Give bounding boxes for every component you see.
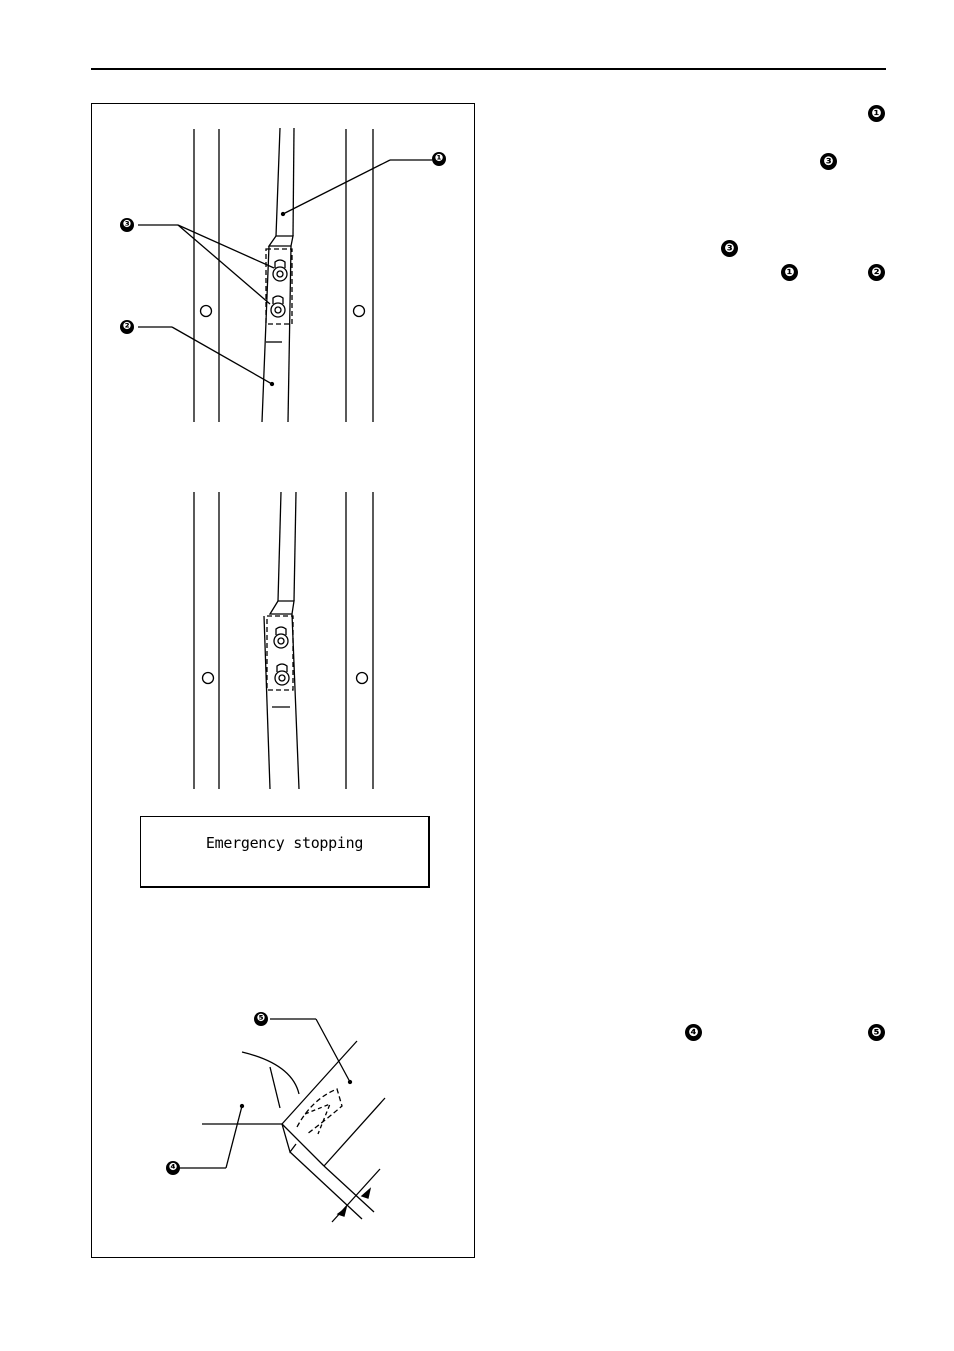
middle-diagram: [194, 492, 373, 789]
text-marker-3b: ❸: [721, 240, 738, 257]
text-marker-5: ❺: [868, 1024, 885, 1041]
upper-diagram: [138, 128, 432, 422]
callout-2: ❷: [120, 320, 134, 334]
text-marker-1: ❶: [868, 105, 885, 122]
illustration: [92, 104, 476, 1259]
callout-1: ❶: [432, 152, 446, 166]
callout-3: ❸: [120, 218, 134, 232]
figure-panel: [91, 103, 475, 1258]
callout-5: ❺: [254, 1012, 268, 1026]
text-marker-1b: ❶: [781, 264, 798, 281]
screen-message: Emergency stopping: [205, 834, 364, 852]
text-marker-3: ❸: [820, 153, 837, 170]
header-rule: [91, 68, 886, 70]
lower-diagram: [177, 1019, 385, 1222]
text-marker-4: ❹: [685, 1024, 702, 1041]
text-marker-2: ❷: [868, 264, 885, 281]
display-screen: [140, 816, 430, 888]
callout-4: ❹: [166, 1161, 180, 1175]
